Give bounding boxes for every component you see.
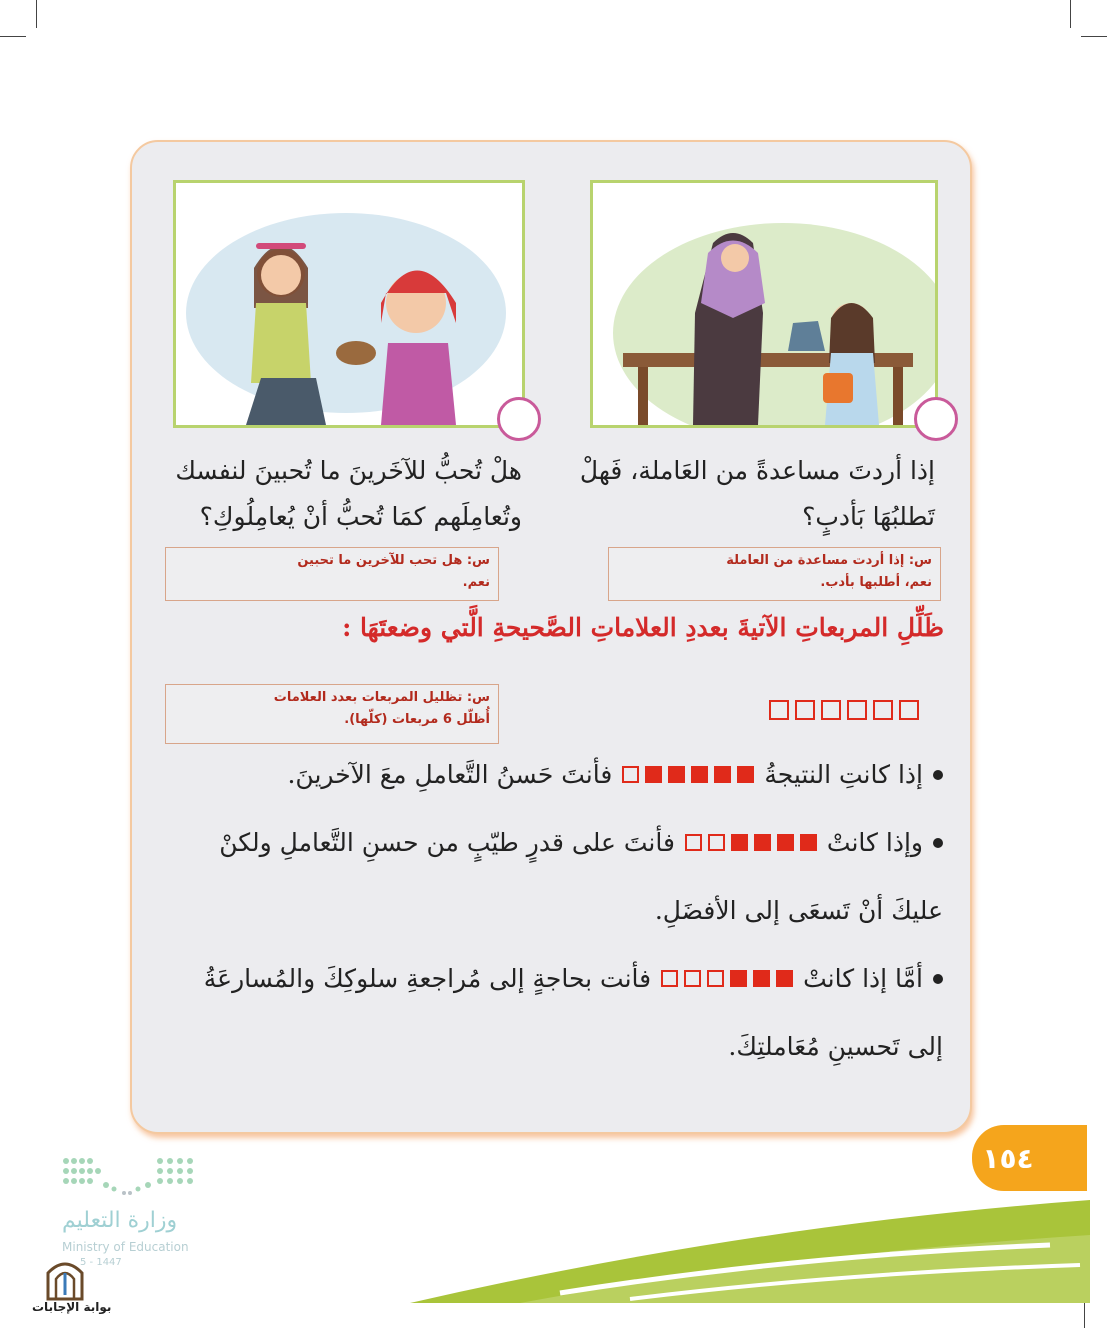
answer-left-answer: نعم. — [462, 575, 490, 590]
bullet-square — [622, 766, 639, 783]
bullet-square — [754, 834, 771, 851]
shading-instruction: ظَلِّلِ المربعاتِ الآتيةَ بعددِ العلاماتِ الصَّحيحةِ الَّتي وضعتَهَا : — [342, 613, 944, 642]
answer-square[interactable] — [899, 700, 919, 720]
bullet-square — [691, 766, 708, 783]
answer-box-right — [608, 547, 941, 601]
crop-mark — [0, 36, 26, 37]
bullet-3 — [204, 964, 943, 993]
bullet-2-prefix: وإذا كانتْ — [826, 828, 923, 857]
answer-square[interactable] — [847, 700, 867, 720]
answer-square[interactable] — [873, 700, 893, 720]
bullet-1-suffix: فأنتَ حَسنُ التَّعاملِ معَ الآخرينَ. — [287, 760, 613, 789]
answer-square[interactable] — [769, 700, 789, 720]
bullet-1 — [287, 760, 943, 789]
bullet-square — [731, 834, 748, 851]
bullet-square — [707, 970, 724, 987]
bullet-square — [668, 766, 685, 783]
bullet-dot — [933, 974, 943, 984]
bullet-square — [730, 970, 747, 987]
bullet-square — [684, 970, 701, 987]
answer-box-shading — [165, 684, 499, 744]
answer-shading-answer: أُظلّل 6 مربعات (كلّها). — [344, 712, 490, 727]
answer-square[interactable] — [821, 700, 841, 720]
answer-right-question: س: إذا أردت مساعدة من العاملة — [726, 553, 932, 568]
ministry-name-english: Ministry of Education — [62, 1240, 189, 1254]
bullet-square — [753, 970, 770, 987]
bullet-square — [661, 970, 678, 987]
bullet-dot — [933, 770, 943, 780]
answer-left-question: س: هل تحب للآخرين ما تحبين — [297, 553, 490, 568]
bullet-2-continuation: عليكَ أنْ تَسعَى إلى الأفضَلِ. — [654, 896, 943, 925]
bullet-square — [685, 834, 702, 851]
bullet-dot — [933, 838, 943, 848]
bullet-3-prefix: أمَّا إذا كانتْ — [803, 964, 923, 993]
answer-squares[interactable] — [769, 700, 919, 720]
image-marker-circle — [914, 397, 958, 441]
illustration-maid — [590, 180, 938, 428]
bullet-square — [708, 834, 725, 851]
bullet-square — [645, 766, 662, 783]
bullet-2-squares — [685, 834, 817, 851]
bullet-3-continuation: إلى تَحسينِ مُعَاملتِكَ. — [728, 1032, 943, 1061]
answer-square[interactable] — [795, 700, 815, 720]
answer-shading-question: س: تظليل المربعات بعدد العلامات — [273, 690, 490, 705]
ministry-logo-dots — [60, 1155, 200, 1200]
bullet-2-suffix: فأنتَ على قدرٍ طيّبٍ من حسنِ التَّعاملِ ولكنْ — [219, 828, 675, 857]
answer-right-answer: نعم، أطلبها بأدب. — [820, 575, 932, 590]
gate-label: بوابة الإجابات — [32, 1300, 112, 1314]
bullet-square — [777, 834, 794, 851]
bullet-square — [800, 834, 817, 851]
question-right-line2: تَطلبُهَا بَأدبٍ؟ — [802, 502, 935, 531]
bullet-1-prefix: إذا كانتِ النتيجةُ — [764, 760, 923, 789]
bullet-square — [776, 970, 793, 987]
answer-box-left — [165, 547, 499, 601]
bullet-square — [737, 766, 754, 783]
bullet-2 — [219, 828, 943, 857]
ministry-year: 5 - 1447 — [80, 1257, 122, 1268]
green-swoosh — [400, 1195, 1107, 1328]
bullet-square — [714, 766, 731, 783]
gate-logo-icon — [44, 1255, 86, 1301]
question-right — [560, 448, 935, 540]
question-left-line1: هلْ تُحبُّ للآخَرينَ ما تُحبينَ لنفسك — [175, 456, 522, 485]
bullet-1-squares — [622, 766, 754, 783]
question-right-line1: إذا أردتَ مساعدةً من العَاملة، فَهلْ — [579, 456, 935, 485]
bullet-3-squares — [661, 970, 793, 987]
image-marker-circle — [497, 397, 541, 441]
question-left — [170, 448, 522, 540]
ministry-name-arabic: وزارة التعليم — [62, 1208, 178, 1233]
crop-mark — [1081, 36, 1107, 37]
page-number: ١٥٤ — [982, 1142, 1034, 1175]
question-left-line2: وتُعامِلَهم كمَا تُحبُّ أنْ يُعامِلُوكِ؟ — [199, 502, 522, 531]
crop-mark — [36, 0, 37, 28]
bullet-3-suffix: فأنت بحاجةٍ إلى مُراجعةِ سلوكِكَ والمُسارعَةُ — [203, 964, 652, 993]
illustration-girls — [173, 180, 525, 428]
crop-mark — [1070, 0, 1071, 28]
